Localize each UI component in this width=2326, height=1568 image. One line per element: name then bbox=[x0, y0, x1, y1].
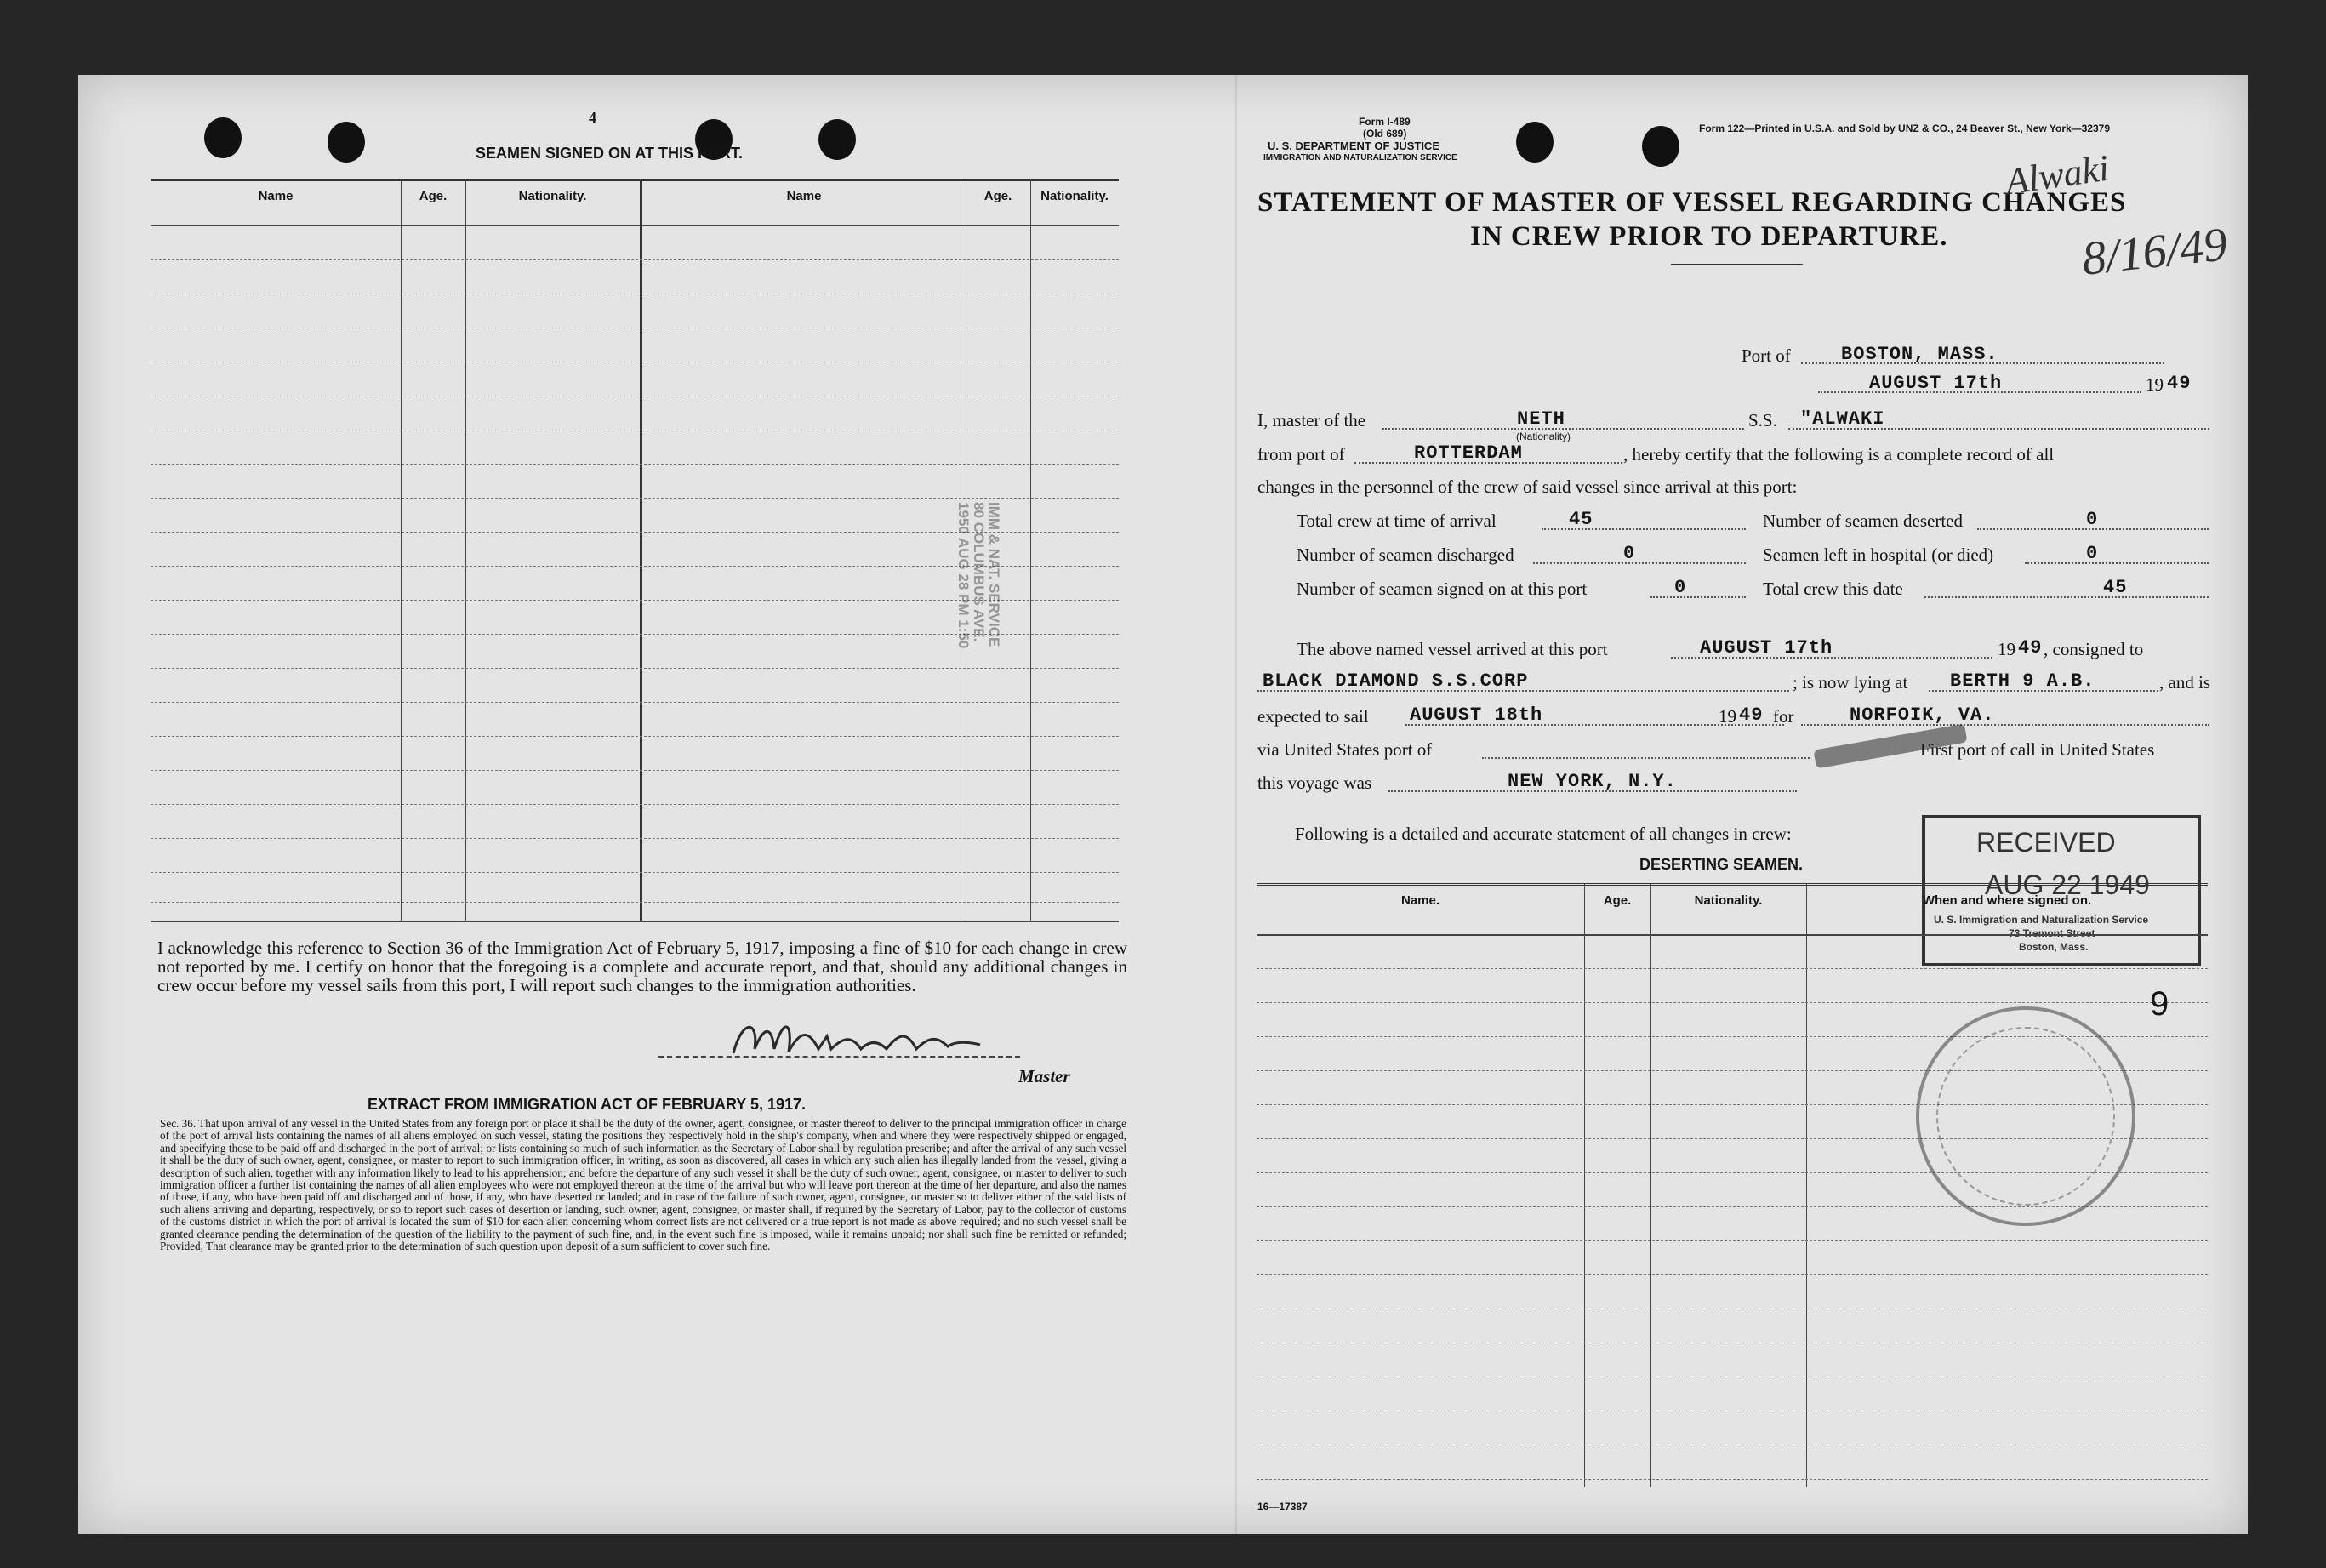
col-desert-name: Name. bbox=[1400, 893, 1440, 908]
arrived-value: AUGUST 17th bbox=[1700, 637, 1833, 659]
total-date-label: Total crew this date bbox=[1763, 579, 1903, 599]
certify-text: , hereby certify that the following is a complete record of all bbox=[1623, 444, 2055, 465]
sail-value: AUGUST 18th bbox=[1410, 704, 1543, 726]
punch-hole bbox=[328, 122, 365, 163]
signed-on-value: 0 bbox=[1674, 577, 1687, 598]
punch-hole bbox=[818, 119, 856, 160]
via-label: via United States port of bbox=[1257, 739, 1433, 760]
master-signature bbox=[725, 1011, 1006, 1070]
extract-title: EXTRACT FROM IMMIGRATION ACT OF FEBRUARY 5, 1917. bbox=[368, 1096, 807, 1113]
and-is-text: , and is bbox=[2159, 672, 2211, 693]
total-date-value: 45 bbox=[2103, 577, 2128, 598]
received-stamp-line1: U. S. Immigration and Naturalization Service bbox=[1934, 914, 2149, 926]
punch-hole bbox=[1642, 126, 1679, 167]
punch-hole bbox=[1516, 122, 1554, 163]
col-name-2: Name bbox=[786, 189, 822, 203]
form-old-number: (Old 689) bbox=[1363, 128, 1407, 140]
col-desert-age: Age. bbox=[1603, 893, 1632, 908]
hospital-label: Seamen left in hospital (or died) bbox=[1763, 545, 1994, 565]
lying-label: ; is now lying at bbox=[1793, 672, 1908, 693]
printer-line: Form 122—Printed in U.S.A. and Sold by UNZ & CO., 24 Beaver St., New York—32379 bbox=[1699, 123, 2111, 134]
handwritten-date: 8/16/49 bbox=[2079, 218, 2230, 286]
discharged-label: Number of seamen discharged bbox=[1297, 545, 1514, 565]
sail-label: expected to sail bbox=[1257, 706, 1369, 727]
title-rule bbox=[1671, 264, 1803, 265]
port-value: BOSTON, MASS. bbox=[1841, 344, 1998, 365]
nationality-value: NETH bbox=[1517, 408, 1565, 430]
page-number: 4 bbox=[589, 109, 596, 126]
deserting-title: DESERTING SEAMEN. bbox=[1639, 856, 1804, 873]
year-value: 49 bbox=[2167, 373, 2192, 394]
vessel-value: "ALWAKI bbox=[1800, 408, 1885, 430]
master-caption: Master bbox=[1018, 1066, 1070, 1086]
for-label: for bbox=[1773, 706, 1794, 727]
sail-year: 49 bbox=[1739, 704, 1764, 726]
document-sheet bbox=[78, 75, 2248, 1534]
arrived-year-prefix: 19 bbox=[1998, 639, 2015, 659]
master-label: I, master of the bbox=[1257, 410, 1366, 430]
section-title: SEAMEN SIGNED ON AT THIS PORT. bbox=[476, 145, 744, 162]
form-number: Form I-489 bbox=[1359, 116, 1411, 128]
total-arrival-label: Total crew at time of arrival bbox=[1297, 510, 1497, 531]
title-line-2: IN CREW PRIOR TO DEPARTURE. bbox=[1470, 221, 1948, 252]
margin-number: 9 bbox=[2150, 985, 2169, 1023]
department-name: U. S. DEPARTMENT OF JUSTICE bbox=[1268, 140, 1439, 152]
date-value: AUGUST 17th bbox=[1869, 373, 2003, 394]
changes-text: changes in the personnel of the crew of said vessel since arrival at this port: bbox=[1257, 476, 1798, 497]
arrived-year: 49 bbox=[2018, 637, 2043, 659]
sail-year-prefix: 19 bbox=[1719, 706, 1736, 727]
acknowledgement-text: I acknowledge this reference to Section 36 of the Immigration Act of February 5, 1917, imposing a fine of $10 for each change in crew not reported by me. I certify on honor that the foregoing is a complete and accurate report, and that, should any additional changes in crew occur before my vessel sails from this port, I will report such changes to the immigration authorities. bbox=[157, 938, 1127, 995]
received-stamp-line3: Boston, Mass. bbox=[2019, 941, 2089, 953]
port-label: Port of bbox=[1742, 345, 1791, 366]
consignee-value: BLACK DIAMOND S.S.CORP bbox=[1263, 670, 1529, 692]
punch-hole bbox=[204, 117, 242, 158]
received-stamp-line2: 73 Tremont Street bbox=[2009, 927, 2095, 939]
extract-text: Sec. 36. That upon arrival of any vessel in the United States from any foreign port or place it shall be the duty of the owner, agent, consignee, or master thereof to deliver to the principal immigration officer in charge of the port of arrival lists containing the names of all aliens employed on such vessel, stating the positions they respectively hold in the ship's company, when and where they were respectively shipped or engaged, and specifying those to be paid off and discharged in the port of arrival; or lists containing so much of such information as the Secretary of Labor shall by regulation prescribe; and after the arrival of any such vessel it shall be the duty of such owner, agent, consignee, or master to report to such immigration officer, in writing, as soon as discovered, all cases in which any such alien has illegally landed from the vessel, giving a description of such alien, together with any information likely to lead to his apprehension; and before the departure of any such vessel it shall be the duty of such owner, agent, consignee, or master to deliver to such immigration officer a further list containing the names of all alien employees who were not employed thereon at the time of the arrival but who will leave port thereon at the time of her departure, and also the names of those, if any, who have been paid off and discharged and of those, if any, who have deserted or landed; and in case of the failure of such owner, agent, consignee, or master so to deliver either of the said lists of such aliens arriving and departing, respectively, or so to report such cases of desertion or landing, such owner, agent, consignee, or master shall, if required by the Secretary of Labor, pay to the collector of customs of the customs district in which the port of arrival is located the sum of $10 for each alien concerning whom correct lists are not delivered or a true report is not made as above required; and no such vessel shall be granted clearance pending the determination of the question of the liability to the payment of such fine, and, in the event such fine is imposed, while it remains unpaid; nor shall such fine be remitted or refunded; Provided, That clearance may be granted prior to the determination of such question upon deposit of a sum sufficient to cover such fine. bbox=[160, 1117, 1126, 1253]
circular-postmark bbox=[1916, 1006, 2135, 1226]
consigned-label: , consigned to bbox=[2044, 639, 2144, 659]
received-stamp-title: RECEIVED bbox=[1976, 827, 2116, 858]
following-text: Following is a detailed and accurate statement of all changes in crew: bbox=[1295, 824, 1792, 844]
col-name: Name bbox=[258, 189, 294, 203]
arrived-label: The above named vessel arrived at this port bbox=[1297, 639, 1608, 659]
voyage-label: this voyage was bbox=[1257, 773, 1372, 793]
received-stamp-date: AUG 22 1949 bbox=[1985, 870, 2150, 900]
deserted-label: Number of seamen deserted bbox=[1763, 510, 1963, 531]
footer-code: 16—17387 bbox=[1257, 1501, 1308, 1513]
col-age: Age. bbox=[419, 189, 448, 203]
first-port-label: First port of call in United States bbox=[1920, 739, 2155, 760]
col-age-2: Age. bbox=[983, 189, 1012, 203]
hospital-value: 0 bbox=[2086, 543, 2099, 564]
deserted-value: 0 bbox=[2086, 509, 2099, 530]
from-port-label: from port of bbox=[1257, 444, 1345, 465]
handwritten-vessel-name: Alwaki bbox=[2003, 146, 2112, 203]
signed-on-label: Number of seamen signed on at this port bbox=[1297, 579, 1588, 599]
ss-label: S.S. bbox=[1748, 410, 1777, 430]
year-prefix: 19 bbox=[2146, 374, 2164, 395]
page-fold bbox=[1235, 75, 1237, 1534]
faint-received-stamp: IMM & NAT. SERVICE 80 COLUMBUS AVE. 1950 AUG 28 PM 1:50 bbox=[955, 502, 1002, 649]
nationality-caption: (Nationality) bbox=[1516, 430, 1571, 442]
lying-value: BERTH 9 A.B. bbox=[1950, 670, 2095, 692]
service-name: IMMIGRATION AND NATURALIZATION SERVICE bbox=[1263, 153, 1457, 163]
from-port-value: ROTTERDAM bbox=[1414, 442, 1523, 464]
title-line-1: STATEMENT OF MASTER OF VESSEL REGARDING CHANGES bbox=[1257, 187, 2127, 218]
total-arrival-value: 45 bbox=[1569, 509, 1593, 530]
signed-on-table bbox=[151, 179, 1119, 921]
col-desert-nationality: Nationality. bbox=[1694, 893, 1763, 908]
discharged-value: 0 bbox=[1623, 543, 1636, 564]
voyage-value: NEW YORK, N.Y. bbox=[1508, 771, 1677, 792]
col-nationality: Nationality. bbox=[518, 189, 587, 203]
col-nationality-2: Nationality. bbox=[1040, 189, 1109, 203]
destination-value: NORFOIK, VA. bbox=[1850, 704, 1995, 726]
col-desert-when-where: When and where signed on. bbox=[1922, 893, 2092, 908]
